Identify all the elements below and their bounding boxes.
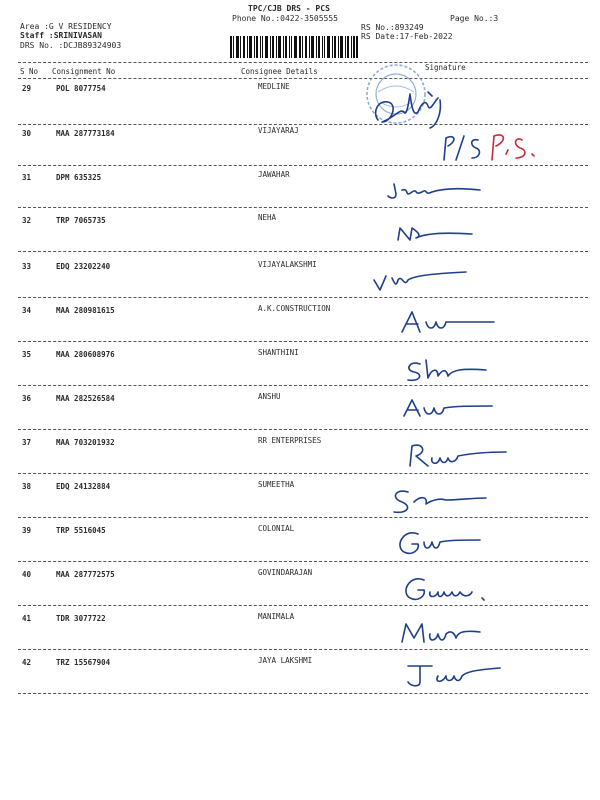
row-divider (18, 341, 588, 342)
row-divider (18, 693, 588, 694)
row-consignment: EDQ 24132884 (56, 482, 111, 491)
row-consignee: JAYA LAKSHMI (258, 656, 313, 665)
header-divider-top (18, 62, 588, 63)
row-sno: 34 (22, 306, 32, 315)
row-sno: 40 (22, 570, 32, 579)
row-consignment: POL 8077754 (56, 84, 106, 93)
row-consignee: SUMEETHA (258, 480, 295, 489)
row-consignment: TRP 7065735 (56, 216, 106, 225)
row-sno: 36 (22, 394, 32, 403)
row-consignment: MAA 287773184 (56, 129, 115, 138)
row-consignee: MANIMALA (258, 612, 295, 621)
signature-row-35 (402, 356, 502, 386)
row-divider (18, 473, 588, 474)
col-sno: S No (20, 67, 39, 76)
row-sno: 32 (22, 216, 32, 225)
row-sno: 38 (22, 482, 32, 491)
row-consignment: MAA 282526584 (56, 394, 115, 403)
row-consignment: MAA 287772575 (56, 570, 115, 579)
row-consignee: JAWAHAR (258, 170, 290, 179)
row-consignment: MAA 280981615 (56, 306, 115, 315)
signature-row-34 (398, 308, 508, 338)
col-consignee: Consignee Details (241, 67, 318, 76)
staff-field: Staff :SRINIVASAN (20, 31, 102, 40)
col-consignment: Consignment No (52, 67, 116, 76)
row-divider (18, 649, 588, 650)
row-sno: 33 (22, 262, 32, 271)
row-divider (18, 207, 588, 208)
row-consignment: TDR 3077722 (56, 614, 106, 623)
row-sno: 42 (22, 658, 32, 667)
signature-row-42 (404, 660, 514, 690)
signature-row-33 (370, 266, 490, 296)
row-consignment: EDQ 23202240 (56, 262, 111, 271)
row-divider (18, 561, 588, 562)
row-consignee: VIJAYALAKSHMI (258, 260, 317, 269)
phone-number: Phone No.:0422-3505555 (232, 14, 338, 23)
row-consignment: MAA 280608976 (56, 350, 115, 359)
rs-number: RS No.:893249 (361, 23, 424, 32)
page-number: Page No.:3 (450, 14, 499, 23)
row-sno: 39 (22, 526, 32, 535)
area-field: Area :G V RESIDENCY (20, 22, 112, 31)
row-consignment: MAA 703201932 (56, 438, 115, 447)
row-sno: 29 (22, 84, 32, 93)
signature-row-32 (394, 222, 484, 244)
signature-row-37 (406, 442, 516, 470)
signature-row-39 (392, 528, 492, 558)
col-signature: Signature (425, 63, 466, 72)
row-consignee: GOVINDARAJAN (258, 568, 313, 577)
row-consignee: MEDLINE (258, 82, 290, 91)
row-divider (18, 385, 588, 386)
signature-row-41 (398, 618, 498, 648)
row-sno: 41 (22, 614, 32, 623)
row-consignment: TRZ 15567904 (56, 658, 111, 667)
signature-row-36 (400, 398, 510, 420)
row-sno: 35 (22, 350, 32, 359)
annotation-ps (436, 128, 556, 168)
row-sno: 37 (22, 438, 32, 447)
row-consignee: A.K.CONSTRUCTION (258, 304, 331, 313)
row-consignee: RR ENTERPRISES (258, 436, 322, 445)
row-divider (18, 251, 588, 252)
row-divider (18, 429, 588, 430)
row-sno: 30 (22, 129, 32, 138)
row-consignment: DPM 635325 (56, 173, 102, 182)
signature-row-40 (398, 572, 508, 608)
row-consignment: TRP 5516045 (56, 526, 106, 535)
row-consignee: SHANTHINI (258, 348, 299, 357)
signature-row-31 (384, 178, 494, 204)
barcode (230, 36, 358, 58)
row-consignee: NEHA (258, 213, 277, 222)
row-consignee: VIJAYARAJ (258, 126, 299, 135)
row-divider (18, 297, 588, 298)
row-consignee: ANSHU (258, 392, 281, 401)
row-consignee: COLONIAL (258, 524, 295, 533)
header-divider-bottom (18, 78, 588, 79)
row-divider (18, 517, 588, 518)
signature-row-29 (370, 82, 480, 132)
signature-row-38 (388, 486, 498, 516)
row-divider (18, 124, 588, 125)
drs-number: DRS No. :DCJB89324903 (20, 41, 122, 50)
document-title: TPC/CJB DRS - PCS (248, 4, 330, 13)
row-sno: 31 (22, 173, 32, 182)
rs-date: RS Date:17-Feb-2022 (361, 32, 453, 41)
